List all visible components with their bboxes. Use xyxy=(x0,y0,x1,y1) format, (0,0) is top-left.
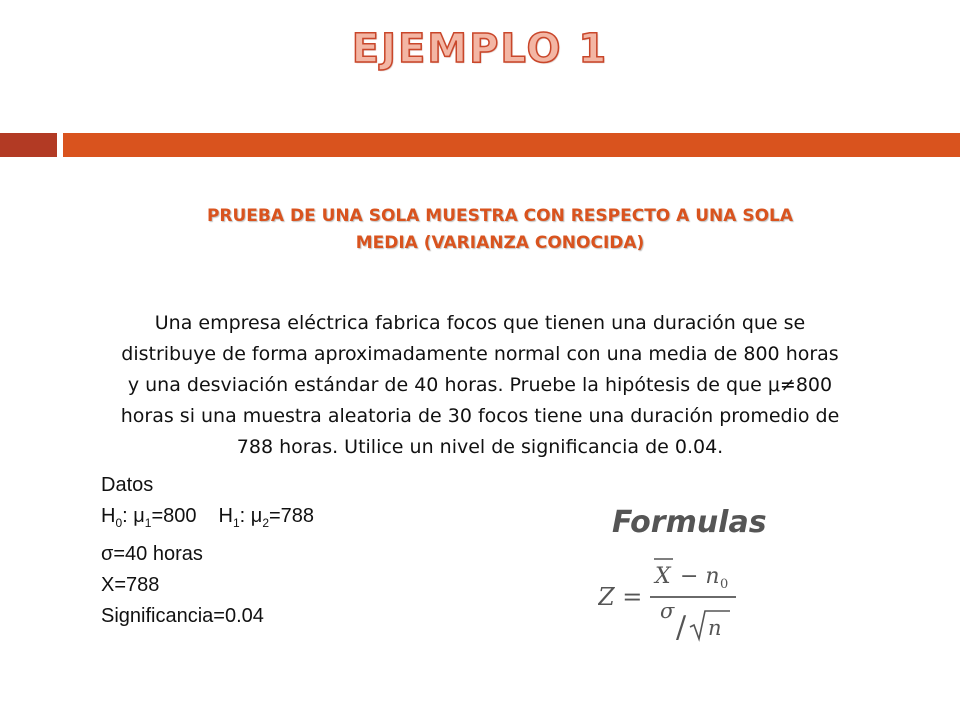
h1-label: H xyxy=(218,505,233,527)
problem-line-4: horas si una muestra aleatoria de 30 focos tiene una duración promedio de xyxy=(120,405,840,427)
problem-line-1: Una empresa eléctrica fabrica focos que tienen una duración que se xyxy=(154,312,806,334)
significance-line: Significancia=0.04 xyxy=(101,605,264,627)
x-line: X=788 xyxy=(101,574,160,596)
denominator-slash: / xyxy=(676,610,687,643)
h0-mu: : μ xyxy=(122,505,145,527)
h1-label-sub: 1 xyxy=(232,516,240,530)
formula-lhs: Z = xyxy=(598,583,643,611)
problem-line-2: distribuye de forma aproximadamente normal con una media de 800 horas xyxy=(121,343,839,365)
slide-subtitle xyxy=(120,203,880,257)
subtitle-line-1: PRUEBA DE UNA SOLA MUESTRA CON RESPECTO A UNA SOLA xyxy=(206,206,794,226)
numerator-x: X xyxy=(655,564,671,589)
h0-label: H xyxy=(101,505,116,527)
sigma-line: σ=40 horas xyxy=(101,543,203,565)
numerator-sub: 0 xyxy=(720,577,729,592)
numerator-rest: − n xyxy=(680,564,720,589)
datos-heading: Datos xyxy=(101,474,154,496)
problem-line-5: 788 horas. Utilice un nivel de significancia de 0.04. xyxy=(236,436,724,458)
h1-mu: : μ xyxy=(239,505,263,527)
header-bar-left xyxy=(0,133,57,157)
subtitle-line-2: MEDIA (VARIANZA CONOCIDA) xyxy=(355,233,645,253)
h1-mu-sub: 2 xyxy=(262,516,269,530)
h0-label-sub: 0 xyxy=(115,516,123,530)
alt-hypothesis xyxy=(218,505,315,530)
datos-block xyxy=(101,470,521,632)
hypotheses-line xyxy=(101,501,521,539)
h0-mu-sub: 1 xyxy=(144,516,152,530)
problem-line-3: y una desviación estándar de 40 horas. Pruebe la hipótesis de que μ≠800 xyxy=(127,374,833,396)
z-formula xyxy=(598,553,778,643)
problem-statement xyxy=(55,308,905,463)
denominator-sigma: σ xyxy=(660,599,675,623)
slide-title: EJEMPLO 1 xyxy=(351,26,609,72)
h0-value: =800 xyxy=(151,505,197,527)
header-bar-right xyxy=(63,133,960,157)
null-hypothesis xyxy=(101,505,197,530)
formula-image xyxy=(592,505,782,645)
denominator-n: n xyxy=(708,616,722,640)
h1-value: =788 xyxy=(269,505,315,527)
formula-heading: Formulas xyxy=(612,505,767,540)
